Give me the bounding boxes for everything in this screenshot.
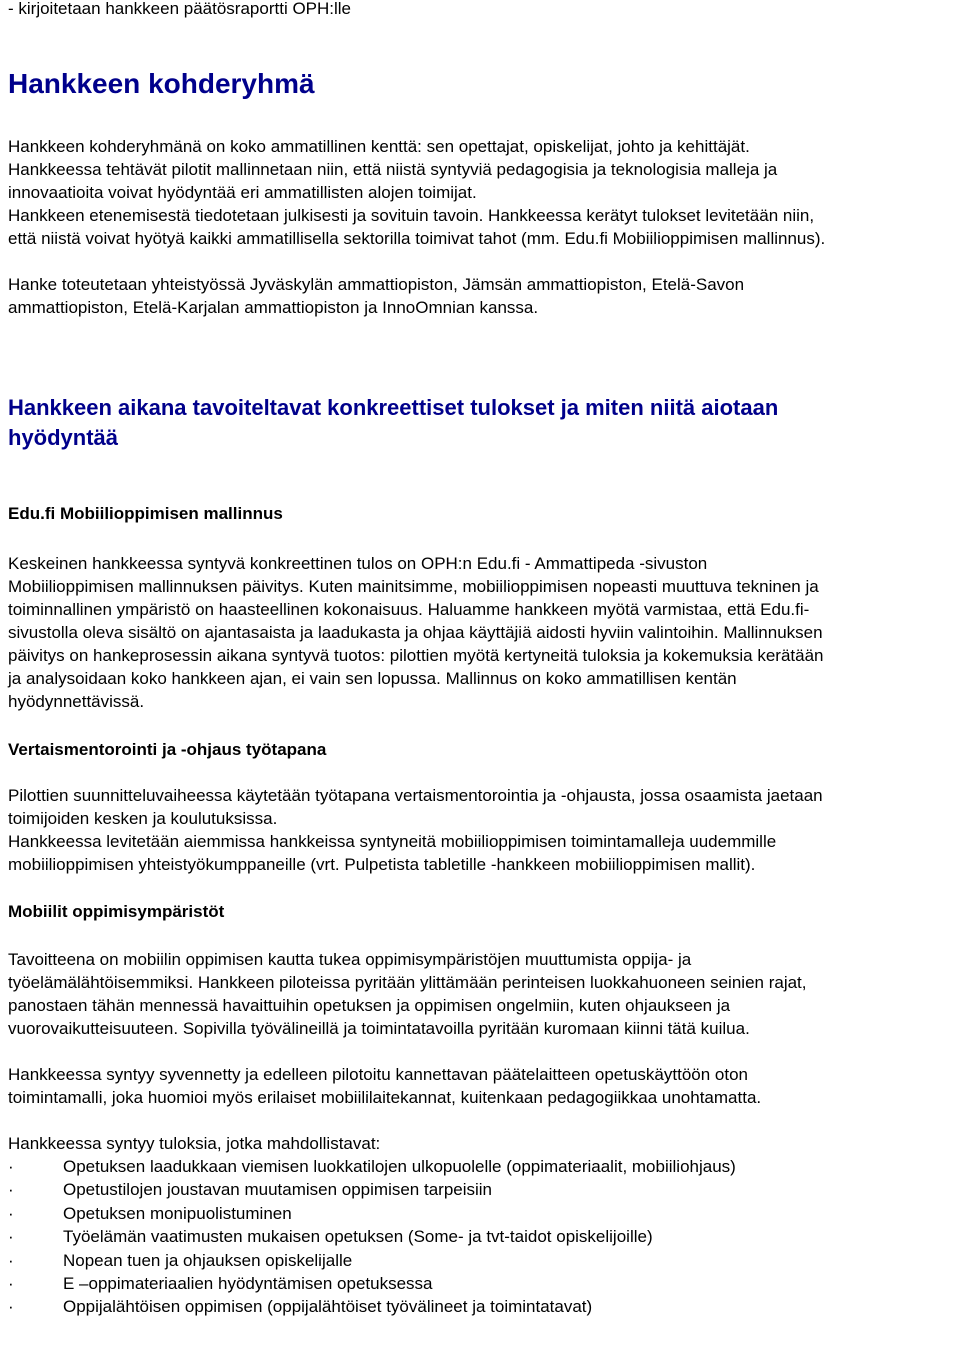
mentoring-paragraph — [8, 784, 952, 876]
subheading-mobile-environments: Mobiilit oppimisympäristöt — [8, 902, 225, 921]
heading-results-line: hyödyntää — [8, 425, 119, 450]
heading-results-line: Hankkeen aikana tavoiteltavat konkreettiset tulokset ja miten niitä aiotaan — [8, 395, 779, 420]
text-line: Keskeinen hankkeessa syntyvä konkreettinen tulos on OPH:n Edu.fi - Ammattipeda -sivuston — [8, 554, 708, 573]
results-list — [8, 1155, 952, 1319]
edufi-paragraph — [8, 552, 952, 713]
target-group-paragraph — [8, 135, 952, 250]
list-item-text: E –oppimateriaalien hyödyntämisen opetuksessa — [63, 1274, 433, 1294]
list-item-text: Oppijalähtöisen oppimisen (oppijalähtöiset työvälineet ja toimintatavat) — [63, 1297, 593, 1317]
partners-paragraph — [8, 273, 952, 319]
bullet-icon: · — [8, 1180, 14, 1200]
bullet-icon: · — [8, 1274, 14, 1294]
top-line: - kirjoitetaan hankkeen päätösraportti OPH:lle — [8, 0, 352, 18]
text-line: Pilottien suunnitteluvaiheessa käytetään työtapana vertaismentorointia ja -ohjausta, jossa osaamista jaetaan — [8, 786, 823, 805]
operating-model-paragraph — [8, 1063, 952, 1109]
text-line: ja analysoidaan koko hankkeen ajan, ei vain sen lopussa. Mallinnus on koko ammatillisen kentän — [8, 669, 737, 688]
bullet-icon: · — [8, 1297, 14, 1317]
bullet-icon: · — [8, 1250, 14, 1270]
bullet-icon: · — [8, 1157, 14, 1176]
subheading-mentoring: Vertaismentorointi ja -ohjaus työtapana — [8, 740, 327, 759]
text-line: innovaatioita voivat hyödyntää eri ammatillisten alojen toimijat. — [8, 183, 477, 202]
text-line: panostaen tähän mennessä havaittuihin opetuksen ja oppimisen ongelmiin, kuten ohjaukseen ja — [8, 996, 731, 1015]
text-line: toimijoiden kesken ja koulutuksissa. — [8, 809, 278, 828]
text-line: sivustolla oleva sisältö on ajantasaista ja laadukasta ja ohjaa käyttäjiä aidosti hyviin valintoihin. Mallinnuksen — [8, 623, 823, 642]
text-line: ammattiopiston, Etelä-Karjalan ammattiopiston ja InnoOmnian kanssa. — [8, 298, 539, 317]
text-line: työelämälähtöisemmiksi. Hankkeen piloteissa pyritään ylittämään perinteisen luokkahuoneen seinien rajat, — [8, 973, 807, 992]
list-item-text: Opetustilojen joustavan muutamisen oppimisen tarpeisiin — [63, 1180, 493, 1200]
list-item — [8, 1202, 952, 1225]
text-line: vuorovaikutteisuuteen. Sopivilla työvälineillä ja toimintatavoilla pyritään kuromaan kiinni tätä kuilua. — [8, 1019, 750, 1038]
bullet-icon: · — [8, 1227, 14, 1247]
heading-target-group: Hankkeen kohderyhmä — [8, 68, 315, 99]
text-line: toiminnallinen ympäristö on haasteellinen kokonaisuus. Haluamme hankkeen myötä varmistaa, että Edu.fi- — [8, 600, 810, 619]
list-item — [8, 1272, 952, 1295]
list-item-text: Opetuksen monipuolistuminen — [63, 1203, 292, 1223]
bullet-icon: · — [8, 1203, 14, 1223]
text-line: Hanke toteutetaan yhteistyössä Jyväskylän ammattiopiston, Jämsän ammattiopiston, Etelä-Savon — [8, 275, 745, 294]
text-line: että niistä voivat hyötyä kaikki ammatillisella sektorilla toimivat tahot (mm. Edu.fi Mobiilioppimisen mallinnus). — [8, 229, 826, 248]
subheading-edufi: Edu.fi Mobiilioppimisen mallinnus — [8, 504, 283, 523]
list-item — [8, 1178, 952, 1201]
text-line: Hankkeen etenemisestä tiedotetaan julkisesti ja sovituin tavoin. Hankkeessa kerätyt tulokset levitetään niin, — [8, 206, 815, 225]
text-line: toimintamalli, joka huomioi myös erilaiset mobiililaitekannat, kuitenkaan pedagogiikkaa unohtamatta. — [8, 1088, 762, 1107]
list-item — [8, 1295, 952, 1318]
heading-results — [8, 393, 952, 453]
text-line: hyödynnettävissä. — [8, 692, 145, 711]
text-line: Hankkeessa tehtävät pilotit mallinnetaan niin, että niistä syntyviä pedagogisia ja teknologisia malleja ja — [8, 160, 778, 179]
list-item — [8, 1155, 952, 1178]
text-line: Hankkeessa syntyy syvennetty ja edelleen pilotoitu kannettavan päätelaitteen opetuskäyttöön oton — [8, 1065, 748, 1084]
list-item-text: Nopean tuen ja ohjauksen opiskelijalle — [63, 1250, 353, 1270]
list-item-text: Opetuksen laadukkaan viemisen luokkatilojen ulkopuolelle (oppimateriaalit, mobiiliohjaus) — [63, 1157, 736, 1176]
results-list-intro: Hankkeessa syntyy tuloksia, jotka mahdollistavat: — [8, 1134, 381, 1153]
mobile-environments-paragraph — [8, 948, 952, 1040]
text-line: mobiilioppimisen yhteistyökumppaneille (vrt. Pulpetista tabletille -hankkeen mobiilioppimisen mallit). — [8, 855, 756, 874]
text-line: Tavoitteena on mobiilin oppimisen kautta tukea oppimisympäristöjen muuttumista oppija- ja — [8, 950, 692, 969]
text-line: päivitys on hankeprosessin aikana syntyvä tuotos: pilottien myötä kertyneitä tuloksia ja kokemuksia kerätään — [8, 646, 824, 665]
text-line: Mobiilioppimisen mallinnuksen päivitys. Kuten mainitsimme, mobiilioppimisen nopeasti muuttuva tekninen ja — [8, 577, 819, 596]
text-line: Hankkeen kohderyhmänä on koko ammatillinen kenttä: sen opettajat, opiskelijat, johto ja kehittäjät. — [8, 137, 750, 156]
list-item — [8, 1225, 952, 1248]
text-line: Hankkeessa levitetään aiemmissa hankkeissa syntyneitä mobiilioppimisen toimintamalleja uudemmille — [8, 832, 777, 851]
list-item-text: Työelämän vaatimusten mukaisen opetuksen (Some- ja tvt-taidot opiskelijoille) — [63, 1227, 653, 1247]
list-item — [8, 1249, 952, 1272]
